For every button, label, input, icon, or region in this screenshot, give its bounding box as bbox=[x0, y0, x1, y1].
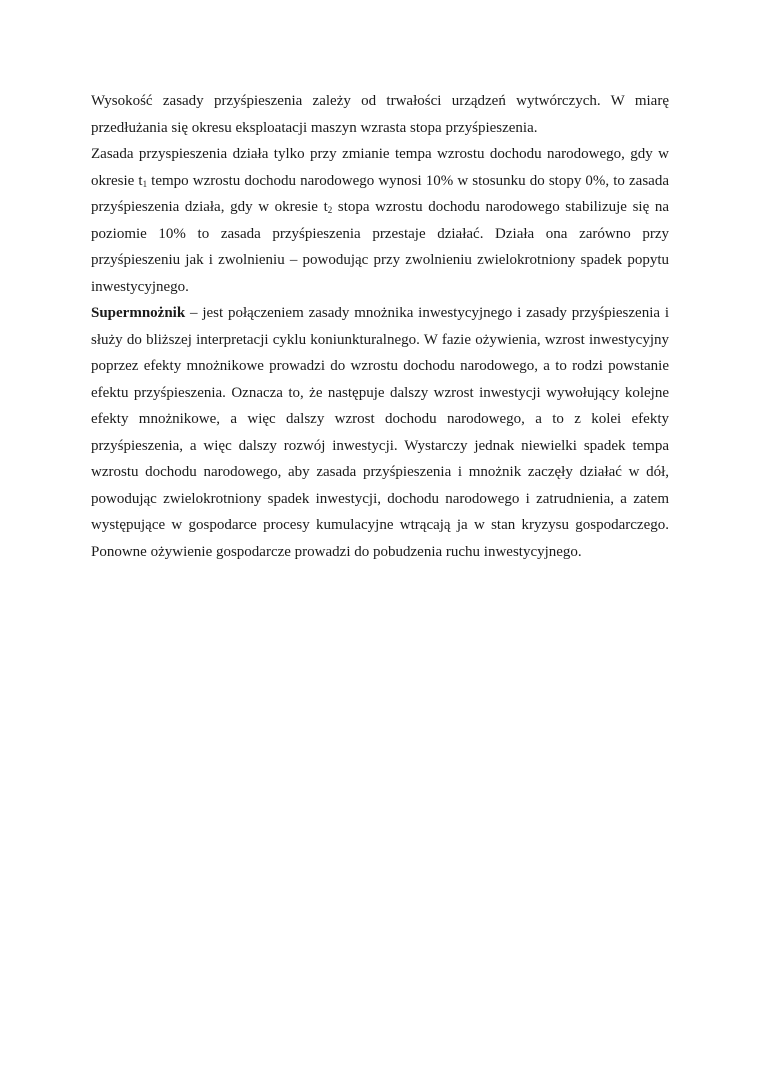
paragraph-3-text: – jest połączeniem zasady mnożnika inwestycyjnego i zasady przyśpieszenia i służy do bliższej interpretacji cyklu koniunkturalnego. W fazie ożywienia, wzrost inwestycyjny poprzez efekty mnożnikowe prowadzi do wzrostu dochodu narodowego, a to rodzi powstanie efektu przyśpieszenia. Oznacza to, że następuje dalszy wzrost inwestycji wywołujący kolejne efekty mnożnikowe, a więc dalszy wzrost dochodu narodowego, a to z kolei efekty przyśpieszenia, a więc dalszy rozwój inwestycji. Wystarczy jednak niewielki spadek tempa wzrostu dochodu narodowego, aby zasada przyśpieszenia i mnożnik zaczęły działać w dół, powodując zwielokrotniony spadek inwestycji, dochodu narodowego i zatrudnienia, a zatem występujące w gospodarce procesy kumulacyjne wtrącają ja w stan kryzysu gospodarczego. Ponowne ożywienie gospodarcze prowadzi do pobudzenia ruchu inwestycyjnego. bbox=[91, 305, 669, 560]
paragraph-accelerator-principle bbox=[91, 141, 669, 300]
term-supermultiplier: Supermnożnik bbox=[91, 305, 186, 321]
document-body bbox=[91, 88, 669, 565]
paragraph-2-text-b: tempo wzrostu dochodu narodowego wynosi 10% w stosunku do stopy 0%, to zasada przyśpieszenia działa, gdy w okresie t bbox=[91, 172, 669, 215]
subscript-t2: 2 bbox=[327, 205, 333, 215]
paragraph-supermultiplier bbox=[91, 300, 669, 565]
paragraph-accelerator-durability bbox=[91, 88, 669, 141]
subscript-t1: 1 bbox=[142, 178, 148, 189]
paragraph-2-text-a: Zasada przyspieszenia działa tylko przy zmianie tempa wzrostu dochodu narodowego, gdy w okresie t bbox=[91, 146, 669, 189]
paragraph-1-text: Wysokość zasady przyśpieszenia zależy od trwałości urządzeń wytwórczych. W miarę przedłużania się okresu eksploatacji maszyn wzrasta stopa przyśpieszenia. bbox=[91, 93, 669, 136]
paragraph-2-text-c: stopa wzrostu dochodu narodowego stabilizuje się na poziomie 10% to zasada przyśpieszenia przestaje działać. Działa ona zarówno przy przyśpieszeniu jak i zwolnieniu – powodując przy zwolnieniu zwielokrotniony spadek popytu inwestycyjnego. bbox=[91, 199, 670, 295]
